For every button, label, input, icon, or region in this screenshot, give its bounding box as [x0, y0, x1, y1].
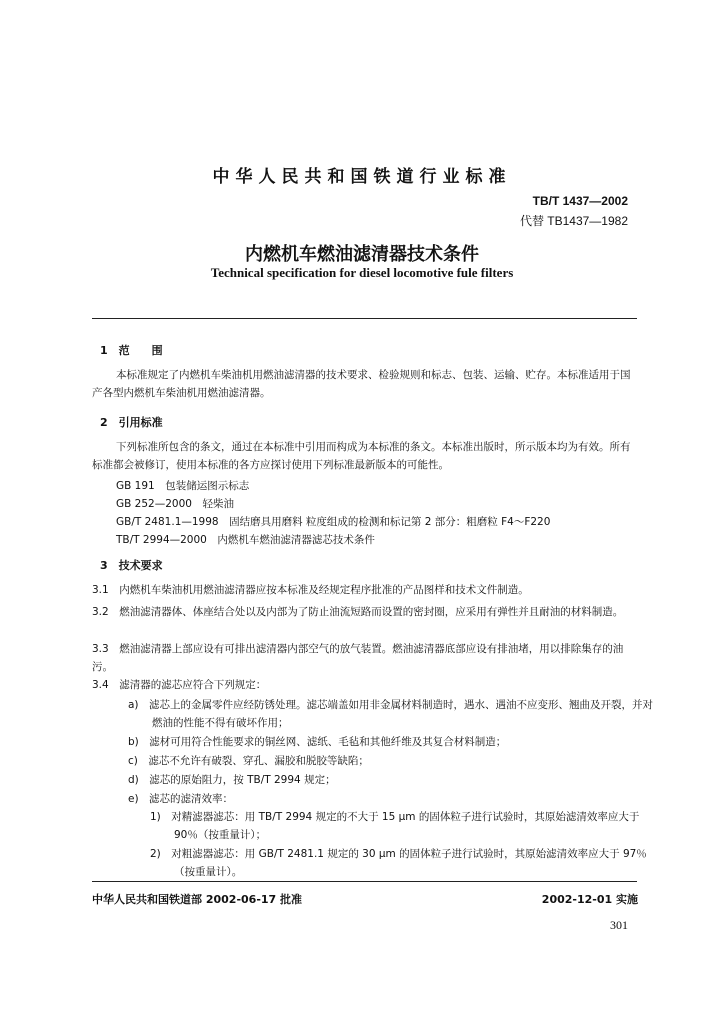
header-divider [92, 318, 637, 319]
page-number: 301 [610, 918, 628, 932]
sub-item-1: 1) 对精滤器滤芯：用 TB/T 2994 规定的不大于 15 μm 的固体粒子进行试验时，其原始滤清效率应大于 90％（按重量计）； [150, 811, 640, 841]
clause-3-1: 3.1 内燃机车柴油机用燃油滤清器应按本标准及经规定程序批准的产品图样和技术文件制造。 [92, 584, 529, 596]
document-title-cn: 内燃机车燃油滤清器技术条件 [245, 244, 479, 265]
approval-statement: 中华人民共和国铁道部 2002-06-17 批准 [92, 893, 303, 906]
section-2-body: 下列标准所包含的条文，通过在本标准中引用而构成为本标准的条文。本标准出版时，所示版本均为有效。所有标准都会被修订，使用本标准的各方应探讨使用下列标准最新版本的可能性。 [92, 441, 631, 471]
section-1-body: 本标准规定了内燃机车柴油机用燃油滤清器的技术要求、检验规则和标志、包装、运输、贮存。本标准适用于国产各型内燃机车柴油机用燃油滤清器。 [92, 369, 631, 399]
replaces-standard: 代替 TB1437—1982 [519, 214, 628, 228]
list-item-a: a) 滤芯上的金属零件应经防锈处理。滤芯端盖如用非金属材料制造时，遇水、遇油不应变形、翘曲及开裂，并对燃油的性能不得有破坏作用； [128, 699, 654, 729]
reference-item: TB/T 2994—2000 内燃机车燃油滤清器滤芯技术条件 [116, 534, 375, 546]
issuing-body-title: 中华人民共和国铁道行业标准 [212, 167, 512, 187]
sub-item-2: 2) 对粗滤器滤芯：用 GB/T 2481.1 规定的 30 μm 的固体粒子进行试验时，其原始滤清效率应大于 97％（按重量计）。 [150, 848, 647, 878]
clause-3-4: 3.4 滤清器的滤芯应符合下列规定： [92, 679, 267, 691]
clause-3-2: 3.2 燃油滤清器体、体座结合处以及内部为了防止油流短路而设置的密封圈，应采用有弹性并且耐油的材料制造。 [92, 606, 624, 618]
list-item-d: d) 滤芯的原始阻力，按 TB/T 2994 规定； [128, 774, 336, 786]
section-1-heading: 1 范 围 [100, 344, 163, 357]
standard-code: TB/T 1437—2002 [532, 194, 628, 208]
list-item-e: e) 滤芯的滤清效率： [128, 793, 234, 805]
section-2-heading: 2 引用标准 [100, 416, 163, 429]
reference-item: GB 252—2000 轻柴油 [116, 498, 234, 510]
section-3-heading: 3 技术要求 [100, 559, 163, 572]
footer-divider [92, 881, 637, 882]
list-item-b: b) 滤材可用符合性能要求的铜丝网、滤纸、毛毡和其他纤维及其复合材料制造； [128, 736, 507, 748]
implementation-date: 2002-12-01 实施 [541, 893, 638, 906]
list-item-c: c) 滤芯不允许有破裂、穿孔、漏胶和脱胶等缺陷； [128, 755, 369, 767]
clause-3-3: 3.3 燃油滤清器上部应设有可排出滤清器内部空气的放气装置。燃油滤清器底部应设有排油堵，用以排除集存的油污。 [92, 643, 624, 673]
reference-item: GB 191 包装储运图示标志 [116, 480, 250, 492]
document-title-en: Technical specification for diesel locomotive fule filters [210, 265, 514, 280]
reference-item: GB/T 2481.1—1998 固结磨具用磨料 粒度组成的检测和标记第 2 部分：粗磨粒 F4～F220 [116, 516, 551, 528]
